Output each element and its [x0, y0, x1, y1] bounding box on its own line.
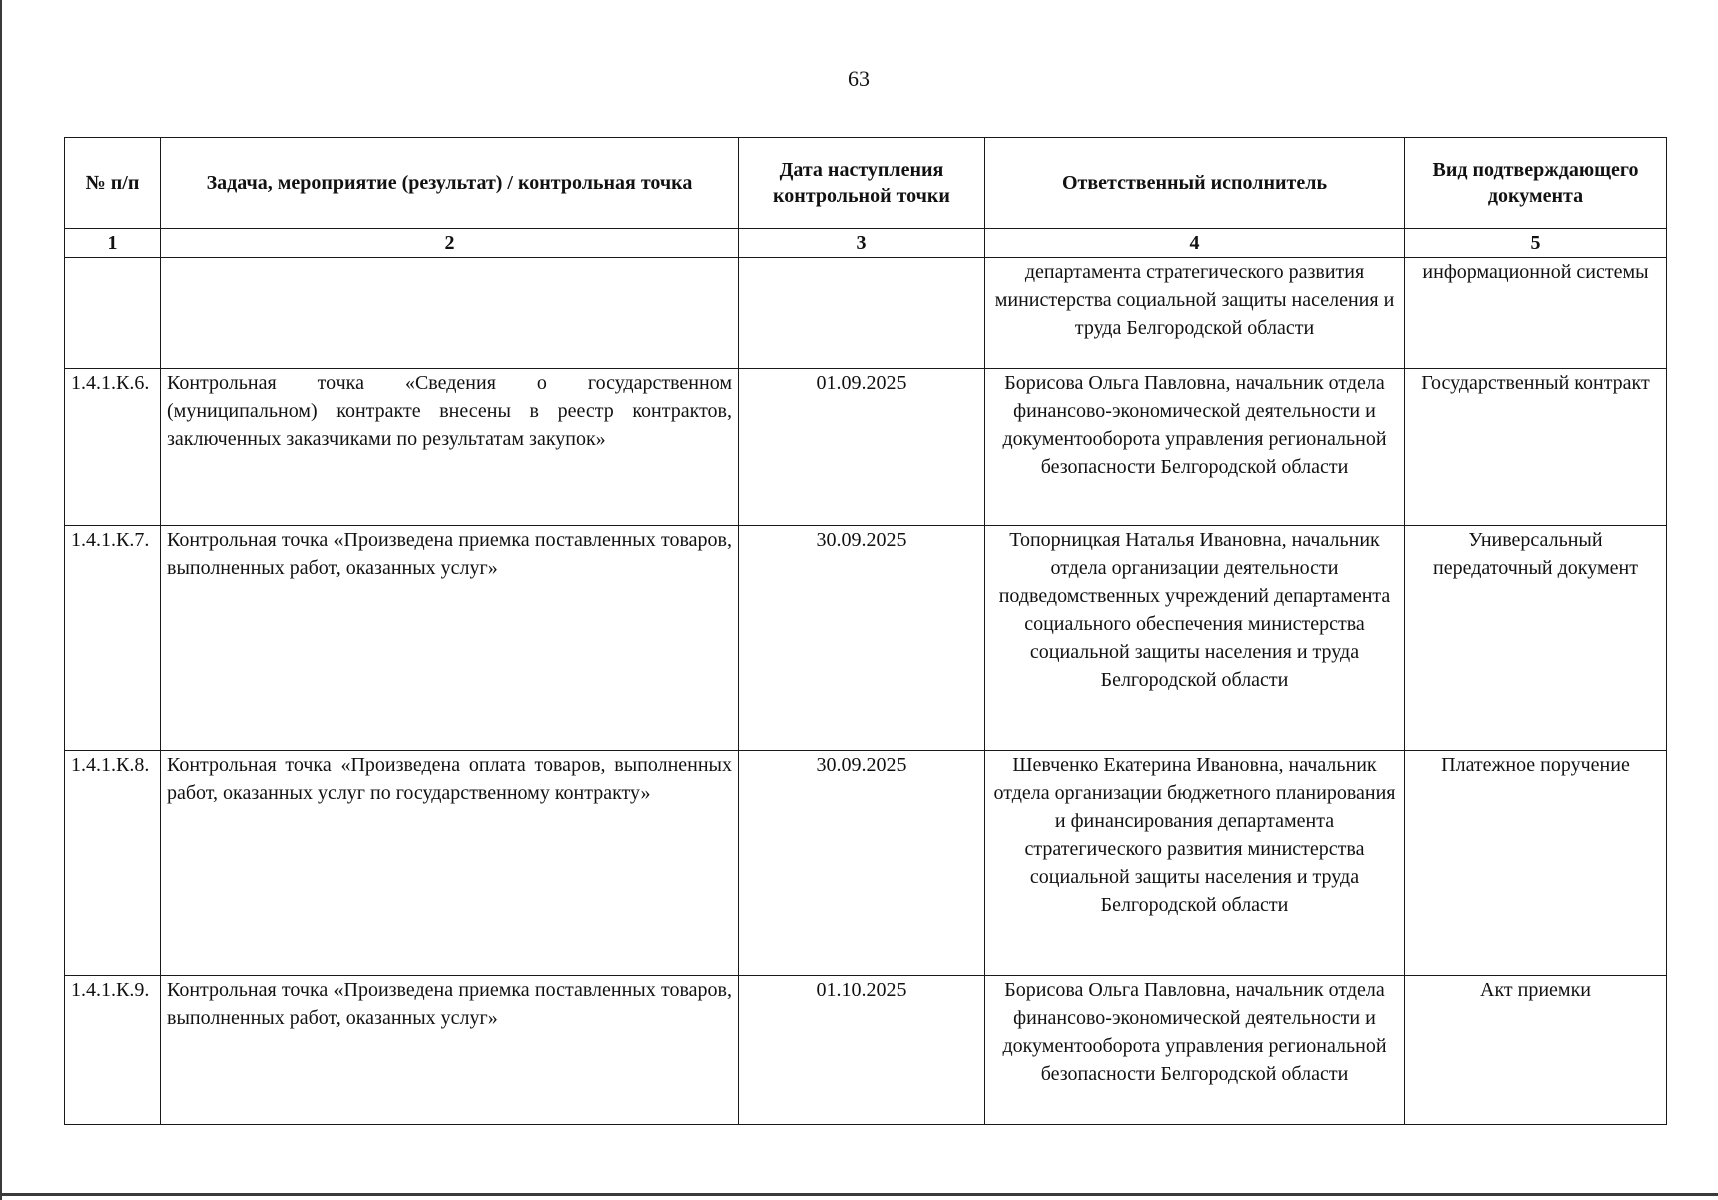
cell-date: 30.09.2025 — [739, 526, 985, 751]
cell-number: 1.4.1.К.8. — [65, 751, 161, 976]
header-document: Вид подтверждающего документа — [1405, 138, 1667, 229]
page-number: 63 — [848, 66, 870, 91]
cell-date — [739, 258, 985, 369]
cell-number — [65, 258, 161, 369]
cell-date: 30.09.2025 — [739, 751, 985, 976]
table-row — [65, 751, 1667, 976]
header-number: № п/п — [65, 138, 161, 229]
table-row — [65, 976, 1667, 1125]
cell-responsible: Шевченко Екатерина Ивановна, начальник отдела организации бюджетного планирования и финансирования департамента стратегического развития министерства социальной защиты населения и труда Белгородской области — [985, 751, 1405, 976]
cell-responsible: Борисова Ольга Павловна, начальник отдела финансово-экономической деятельности и документооборота управления региональной безопасности Белгородской области — [985, 369, 1405, 526]
cell-task: Контрольная точка «Произведена приемка поставленных товаров, выполненных работ, оказанных услуг» — [161, 526, 739, 751]
cell-task: Контрольная точка «Произведена оплата товаров, выполненных работ, оказанных услуг по государственному контракту» — [161, 751, 739, 976]
column-number: 5 — [1405, 229, 1667, 258]
column-number: 4 — [985, 229, 1405, 258]
scan-border-bottom — [0, 1193, 1718, 1196]
header-responsible: Ответственный исполнитель — [985, 138, 1405, 229]
cell-document: Государственный контракт — [1405, 369, 1667, 526]
cell-number: 1.4.1.К.6. — [65, 369, 161, 526]
cell-document: информационной системы — [1405, 258, 1667, 369]
column-number: 1 — [65, 229, 161, 258]
cell-date: 01.09.2025 — [739, 369, 985, 526]
table-header-row — [65, 138, 1667, 229]
cell-task: Контрольная точка «Сведения о государственном (муниципальном) контракте внесены в реестр контрактов, заключенных заказчиками по результатам закупок» — [161, 369, 739, 526]
column-number: 3 — [739, 229, 985, 258]
cell-number: 1.4.1.К.7. — [65, 526, 161, 751]
table-row — [65, 526, 1667, 751]
cell-number: 1.4.1.К.9. — [65, 976, 161, 1125]
cell-document: Универсальный передаточный документ — [1405, 526, 1667, 751]
table-row-continuation — [65, 258, 1667, 369]
control-points-table — [64, 137, 1667, 1125]
header-task: Задача, мероприятие (результат) / контрольная точка — [161, 138, 739, 229]
table-row — [65, 369, 1667, 526]
cell-task — [161, 258, 739, 369]
cell-responsible: департамента стратегического развития министерства социальной защиты населения и труда Белгородской области — [985, 258, 1405, 369]
cell-document: Платежное поручение — [1405, 751, 1667, 976]
scan-border-left — [0, 0, 2, 1200]
cell-task: Контрольная точка «Произведена приемка поставленных товаров, выполненных работ, оказанных услуг» — [161, 976, 739, 1125]
column-number: 2 — [161, 229, 739, 258]
cell-responsible: Топорницкая Наталья Ивановна, начальник отдела организации деятельности подведомственных учреждений департамента социального обеспечения министерства социальной защиты населения и труда Белгородской области — [985, 526, 1405, 751]
cell-date: 01.10.2025 — [739, 976, 985, 1125]
header-date: Дата наступления контрольной точки — [739, 138, 985, 229]
cell-document: Акт приемки — [1405, 976, 1667, 1125]
cell-responsible: Борисова Ольга Павловна, начальник отдела финансово-экономической деятельности и документооборота управления региональной безопасности Белгородской области — [985, 976, 1405, 1125]
column-number-row — [65, 229, 1667, 258]
